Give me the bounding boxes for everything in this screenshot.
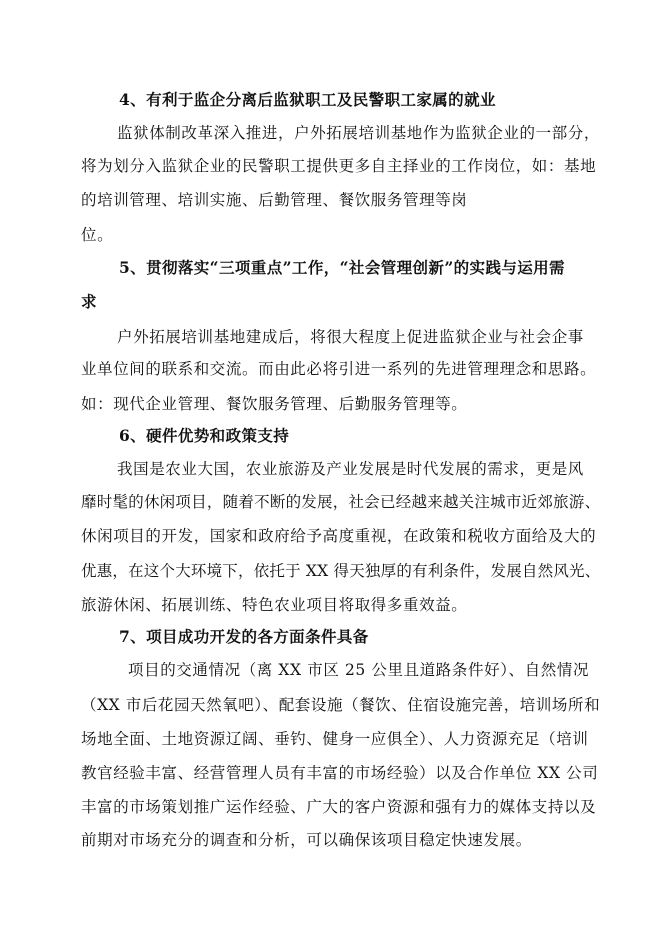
section-5-line-2: 业单位间的联系和交流。而由此必将引进一系列的先进管理理念和思路。 — [81, 360, 597, 378]
section-5-line-1: 户外拓展培训基地建成后，将很大程度上促进监狱企业与社会企事 — [117, 328, 584, 346]
section-6-line-2: 靡时髦的休闲项目，随着不断的发展，社会已经越来越关注城市近郊旅游、 — [81, 493, 601, 511]
section-4-line-1: 监狱体制改革深入推进，户外拓展培训基地作为监狱企业的一部分， — [117, 124, 601, 142]
section-7-line-2: （XX 市后花园天然氧吧）、配套设施（餐饮、住宿设施完善，培训场所和 — [81, 696, 601, 714]
section-7-line-3: 场地全面、土地资源辽阔、垂钓、健身一应俱全）、人力资源充足（培训 — [81, 730, 589, 748]
section-5-heading-line-2: 求 — [81, 292, 97, 311]
section-7-line-6: 前期对市场充分的调查和分析，可以确保该项目稳定快速发展。 — [81, 831, 532, 849]
section-7-line-4: 教官经验丰富、经营管理人员有丰富的市场经验）以及合作单位 XX 公司 — [81, 764, 599, 782]
section-7-heading: 7、项目成功开发的各方面条件具备 — [119, 627, 369, 646]
section-4-line-2: 将为划分入监狱企业的民警职工提供更多自主择业的工作岗位，如：基地 — [81, 157, 597, 175]
section-7-line-1: 项目的交通情况（离 XX 市区 25 公里且道路条件好）、自然情况 — [128, 661, 590, 679]
section-6-line-1: 我国是农业大国，农业旅游及产业发展是时代发展的需求，更是风 — [117, 460, 584, 478]
section-6-line-5: 旅游休闲、拓展训练、特色农业项目将取得多重效益。 — [81, 596, 468, 614]
section-4-heading: 4、有利于监企分离后监狱职工及民警职工家属的就业 — [119, 90, 496, 109]
section-7-line-5: 丰富的市场策划推广运作经验、广大的客户资源和强有力的媒体支持以及 — [81, 798, 597, 816]
section-5-line-3: 如：现代企业管理、餐饮服务管理、后勤服务管理等。 — [81, 395, 468, 413]
section-5-heading-line-1: 5、贯彻落实“三项重点”工作，“社会管理创新”的实践与运用需 — [119, 258, 565, 277]
section-6-line-3: 休闲项目的开发，国家和政府给予高度重视，在政策和税收方面给及大的 — [81, 527, 597, 545]
section-6-heading: 6、硬件优势和政策支持 — [119, 426, 290, 445]
section-4-line-3: 的培训管理、培训实施、后勤管理、餐饮服务管理等岗 — [81, 191, 468, 209]
section-4-line-4: 位。 — [81, 226, 114, 244]
section-6-line-4: 优惠，在这个大环境下，依托于 XX 得天独厚的有利条件，发展自然风光、 — [81, 562, 601, 580]
